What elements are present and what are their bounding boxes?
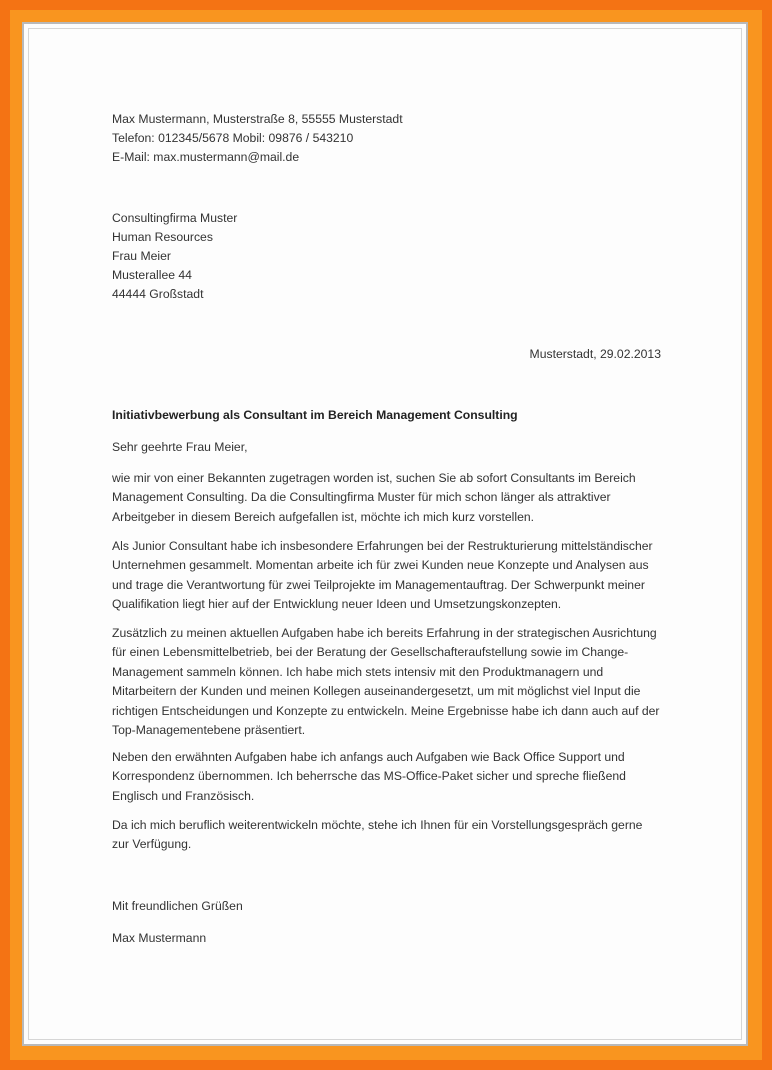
paragraph-line: Korrespondenz übernommen. Ich beherrsche das MS-Office-Paket sicher und spreche fließend xyxy=(112,769,626,784)
closing-greeting: Mit freundlichen Grüßen xyxy=(112,899,243,913)
sender-name-address: Max Mustermann, Musterstraße 8, 55555 Musterstadt xyxy=(112,112,403,126)
body-paragraph-4 xyxy=(112,748,672,806)
recipient-city: 44444 Großstadt xyxy=(112,287,204,301)
paragraph-line: Qualifikation liegt hier auf der Entwicklung neuer Ideen und Umsetzungskonzepten. xyxy=(112,597,562,612)
paragraph-line: Management sammeln können. Ich habe mich stets intensiv mit den Produktmanagern und xyxy=(112,664,604,679)
sender-email: E-Mail: max.mustermann@mail.de xyxy=(112,150,300,164)
sender-phone: Telefon: 012345/5678 Mobil: 09876 / 543210 xyxy=(112,131,354,145)
recipient-street: Musterallee 44 xyxy=(112,268,192,282)
body-paragraph-2 xyxy=(112,537,672,615)
paragraph-line: Als Junior Consultant habe ich insbesondere Erfahrungen bei der Restrukturierung mittelständischer xyxy=(112,539,653,553)
body-paragraph-5 xyxy=(112,816,672,855)
salutation: Sehr geehrte Frau Meier, xyxy=(112,440,248,454)
body-paragraph-3 xyxy=(112,624,672,740)
letter-page xyxy=(22,22,748,1046)
paragraph-line: und trage die Verantwortung für zwei Teilprojekte im Managementauftrag. Der Schwerpunkt meiner xyxy=(112,577,645,592)
paragraph-line: wie mir von einer Bekannten zugetragen worden ist, suchen Sie ab sofort Consultants im Bereich xyxy=(112,471,636,485)
recipient-name: Frau Meier xyxy=(112,249,171,263)
recipient-department: Human Resources xyxy=(112,230,213,244)
recipient-company: Consultingfirma Muster xyxy=(112,211,238,225)
paragraph-line: zur Verfügung. xyxy=(112,837,192,852)
paragraph-line: Neben den erwähnten Aufgaben habe ich anfangs auch Aufgaben wie Back Office Support und xyxy=(112,750,625,764)
paragraph-line: Arbeitgeber in diesem Bereich aufgefallen ist, möchte ich mich kurz vorstellen. xyxy=(112,509,535,524)
paragraph-line: Management Consulting. Da die Consultingfirma Muster für mich schon länger als attraktiver xyxy=(112,490,611,505)
date-line: Musterstadt, 29.02.2013 xyxy=(529,347,661,361)
page-inner-border xyxy=(28,28,742,1040)
paragraph-line: für einen Lebensmittelbetrieb, bei der Beratung der Gesellschafteraufstellung sowie im Change- xyxy=(112,645,629,660)
subject-line: Initiativbewerbung als Consultant im Bereich Management Consulting xyxy=(112,408,518,422)
body-paragraph-1 xyxy=(112,469,672,527)
paragraph-line: Englisch und Französisch. xyxy=(112,788,255,803)
signature-name: Max Mustermann xyxy=(112,931,207,945)
paragraph-line: Mitarbeitern der Kunden und meinen Kollegen auseinandergesetzt, um mit möglichst viel Input die xyxy=(112,684,641,699)
paragraph-line: richtigen Entscheidungen und Konzepte zu entwickeln. Meine Ergebnisse habe ich dann auch auf der xyxy=(112,703,660,718)
paragraph-line: Da ich mich beruflich weiterentwickeln möchte, stehe ich Ihnen für ein Vorstellungsgespräch gerne xyxy=(112,818,643,832)
paragraph-line: Zusätzlich zu meinen aktuellen Aufgaben habe ich bereits Erfahrung in der strategischen Ausrichtung xyxy=(112,626,657,640)
paragraph-line: Unternehmen gesammelt. Momentan arbeite ich für zwei Kunden neue Konzepte und Analysen aus xyxy=(112,558,649,573)
paragraph-line: Top-Managementebene präsentiert. xyxy=(112,723,306,738)
